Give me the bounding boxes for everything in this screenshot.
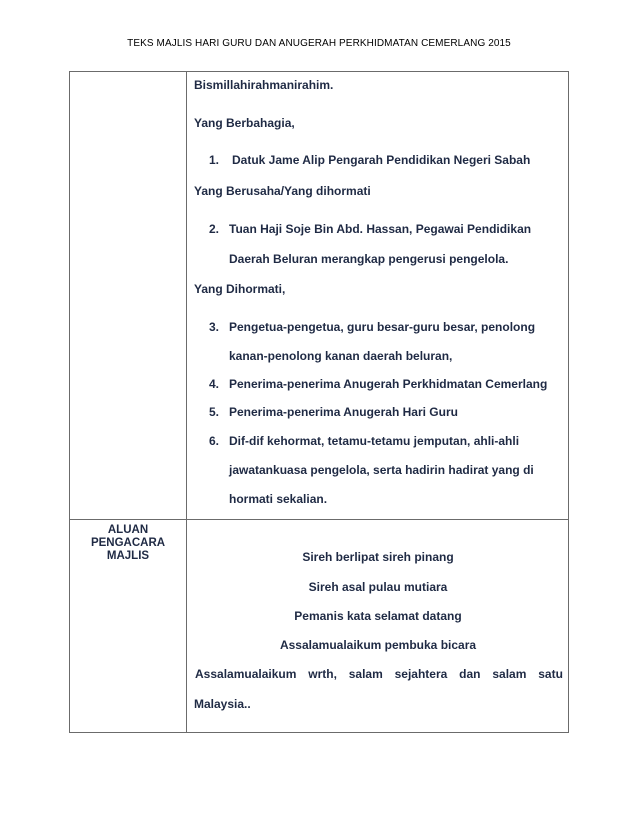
item-number: 5. bbox=[209, 405, 220, 419]
greeting-berbahagia: Yang Berbahagia, bbox=[194, 116, 295, 130]
pantun-line: Assalamualaikum pembuka bicara bbox=[279, 638, 477, 652]
closing-word: salam bbox=[348, 667, 383, 681]
item-number: 1. bbox=[209, 153, 220, 167]
item-number: 4. bbox=[209, 377, 220, 391]
closing-word: dan bbox=[459, 667, 481, 681]
item-number: 3. bbox=[209, 320, 220, 334]
opening-line: Bismillahirahmanirahim. bbox=[194, 78, 334, 92]
list-item-text: Penerima-penerima Anugerah Hari Guru bbox=[229, 405, 458, 419]
item-number: 2. bbox=[209, 222, 220, 236]
closing-word: wrth, bbox=[308, 667, 337, 681]
closing-word: Assalamualaikum bbox=[195, 667, 297, 681]
greeting-dihormati: Yang Dihormati, bbox=[194, 282, 286, 296]
list-item-text: kanan-penolong kanan daerah beluran, bbox=[229, 349, 453, 363]
pantun-line: Pemanis kata selamat datang bbox=[294, 609, 462, 623]
closing-line bbox=[195, 667, 563, 681]
closing-word: salam bbox=[492, 667, 527, 681]
closing-word: satu bbox=[538, 667, 563, 681]
list-item-text: Daerah Beluran merangkap pengerusi pengelola. bbox=[229, 252, 509, 266]
item-number: 6. bbox=[209, 434, 220, 448]
list-item-text: Tuan Haji Soje Bin Abd. Hassan, Pegawai Pendidikan bbox=[229, 222, 532, 236]
pantun-line: Sireh asal pulau mutiara bbox=[308, 580, 448, 594]
closing-line-end: Malaysia.. bbox=[194, 697, 251, 711]
label-line: PENGACARA bbox=[90, 537, 166, 549]
page-header: TEKS MAJLIS HARI GURU DAN ANUGERAH PERKHIDMATAN CEMERLANG 2015 bbox=[127, 38, 511, 49]
section-label bbox=[70, 524, 186, 563]
label-line: ALUAN bbox=[107, 524, 149, 536]
list-item-text: hormati sekalian. bbox=[229, 492, 328, 506]
label-line: MAJLIS bbox=[106, 550, 150, 562]
list-item-text: Pengetua-pengetua, guru besar-guru besar, penolong bbox=[229, 320, 536, 334]
closing-word: sejahtera bbox=[394, 667, 448, 681]
column-divider bbox=[186, 72, 187, 732]
row-divider bbox=[70, 519, 568, 520]
list-item-text: Penerima-penerima Anugerah Perkhidmatan Cemerlang bbox=[229, 377, 548, 391]
list-item-text: Dif-dif kehormat, tetamu-tetamu jemputan, ahli-ahli bbox=[229, 434, 520, 448]
pantun-line: Sireh berlipat sireh pinang bbox=[302, 550, 454, 564]
list-item-text: jawatankuasa pengelola, serta hadirin hadirat yang di bbox=[229, 463, 534, 477]
script-table bbox=[69, 71, 569, 733]
greeting-berusaha: Yang Berusaha/Yang dihormati bbox=[194, 184, 371, 198]
list-item-text: Datuk Jame Alip Pengarah Pendidikan Negeri Sabah bbox=[232, 153, 531, 167]
